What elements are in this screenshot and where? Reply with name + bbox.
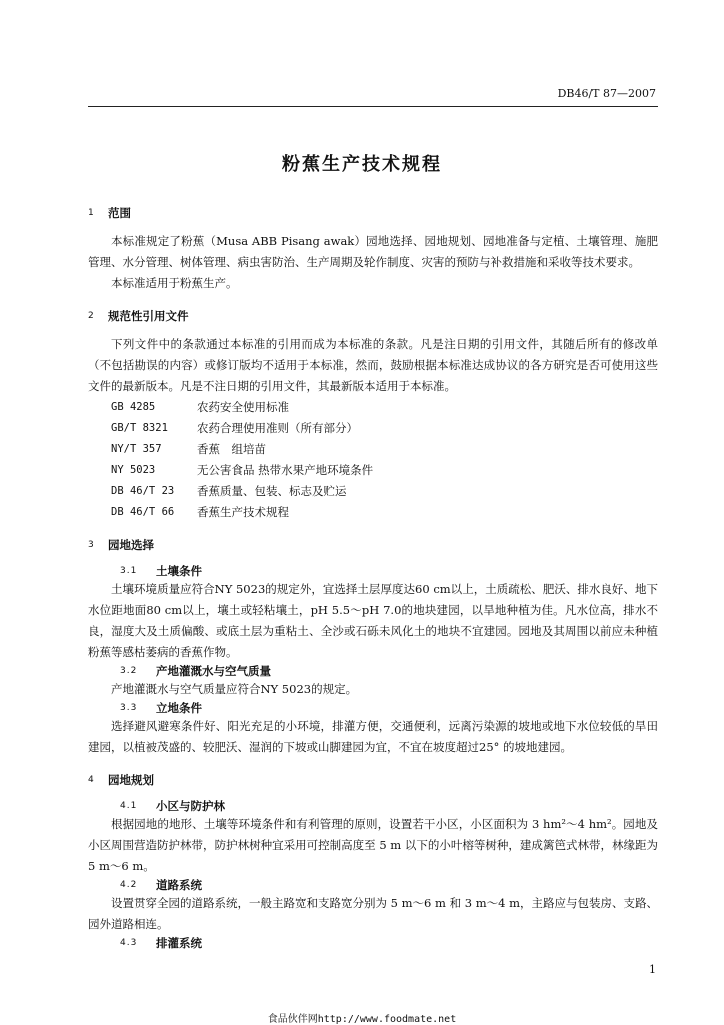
reference-code: DB 46/T 66 (111, 506, 175, 518)
reference-code: GB 4285 (111, 401, 156, 413)
reference-name: 香蕉生产技术规程 (197, 505, 289, 519)
section-heading (88, 772, 658, 788)
subsection-heading (88, 663, 658, 679)
subsection-number: 3.2 (120, 666, 138, 676)
reference-item (88, 502, 658, 523)
page-number: 1 (649, 963, 656, 976)
reference-code: NY 5023 (111, 464, 156, 476)
section-heading (88, 205, 658, 221)
section-heading (88, 308, 658, 324)
subsection-title: 立地条件 (156, 701, 202, 715)
reference-name: 农药合理使用准则（所有部分） (197, 421, 358, 435)
subsection-heading (88, 935, 658, 951)
subsection-number: 3.1 (120, 566, 138, 576)
paragraph: 下列文件中的条款通过本标准的引用而成为本标准的条款。凡是注日期的引用文件，其随后所有的修改单（不包括勘误的内容）或修订版均不适用于本标准，然而，鼓励根据本标准达成协议的各方研究是否可使用这些文件的最新版本。凡是不注日期的引用文件，其最新版本适用于本标准。 (88, 337, 658, 393)
subsection-heading (88, 563, 658, 579)
reference-name: 香蕉质量、包装、标志及贮运 (197, 484, 347, 498)
section-heading (88, 537, 658, 553)
paragraph: 本标准适用于粉蕉生产。 (111, 276, 238, 290)
subsection-heading (88, 700, 658, 716)
subsection-number: 3.3 (120, 703, 138, 713)
reference-item (88, 460, 658, 481)
paragraph: 根据园地的地形、土壤等环境条件和有利管理的原则，设置若干小区，小区面积为 3 hm²～4 hm²。园地及小区周围营造防护林带，防护林树种宜采用可控制高度至 5 m 以下的小叶榕等树种，建成篱笆式林带，林缘距为 5 m～6 m。 (88, 817, 658, 873)
reference-list (88, 397, 658, 523)
paragraph: 设置贯穿全园的道路系统，一般主路宽和支路宽分别为 5 m～6 m 和 3 m～4 m，主路应与包装房、支路、园外道路相连。 (88, 896, 658, 931)
subsection-heading (88, 877, 658, 893)
subsection-title: 小区与防护林 (156, 799, 225, 813)
subsection-number: 4.3 (120, 938, 138, 948)
section-title: 规范性引用文件 (108, 309, 189, 323)
section-number: 4 (88, 775, 94, 785)
document-title: 粉蕉生产技术规程 (282, 154, 442, 175)
document-body (88, 205, 658, 951)
subsection-heading (88, 798, 658, 814)
subsection-number: 4.1 (120, 801, 138, 811)
reference-item (88, 397, 658, 418)
section-title: 园地选择 (108, 538, 154, 552)
paragraph: 土壤环境质量应符合NY 5023的规定外，宜选择土层厚度达60 cm以上，土质疏松、肥沃、排水良好、地下水位距地面80 cm以上，壤土或轻粘壤土，pH 5.5～pH 7.0的地块建园，以旱地种植为佳。凡水位高，排水不良，湿度大及土质偏酸、或底土层为重粘土、全沙或石砾未风化土的地块不宜建园。园地及其周围以前应未种植粉蕉等感枯萎病的香蕉作物。 (88, 582, 658, 659)
subsection-number: 4.2 (120, 880, 138, 890)
reference-code: DB 46/T 23 (111, 485, 175, 497)
subsection-title: 排灌系统 (156, 936, 202, 950)
paragraph: 本标准规定了粉蕉（Musa ABB Pisang awak）园地选择、园地规划、园地准备与定植、土壤管理、施肥管理、水分管理、树体管理、病虫害防治、生产周期及轮作制度、灾害的预防与补救措施和采收等技术要求。 (88, 234, 658, 269)
reference-name: 香蕉 组培苗 (197, 442, 266, 456)
section-number: 3 (88, 540, 94, 550)
subsection-title: 产地灌溉水与空气质量 (156, 664, 271, 678)
paragraph: 选择避风避寒条件好、阳光充足的小环境，排灌方便，交通便利，远离污染源的坡地或地下水位较低的旱田建园，以植被茂盛的、较肥沃、湿润的下坡或山脚建园为宜，不宜在坡度超过25° 的坡地建园。 (88, 719, 658, 754)
section-number: 2 (88, 311, 94, 321)
reference-code: NY/T 357 (111, 443, 162, 455)
header-rule (88, 106, 658, 107)
footer-watermark: 食品伙伴网http://www.foodmate.net (267, 1014, 457, 1025)
reference-code: GB/T 8321 (111, 422, 168, 434)
reference-item (88, 418, 658, 439)
section-number: 1 (88, 208, 94, 218)
section-title: 范围 (108, 206, 131, 220)
section-title: 园地规划 (108, 773, 154, 787)
reference-name: 无公害食品 热带水果产地环境条件 (197, 463, 374, 477)
subsection-title: 土壤条件 (156, 564, 202, 578)
subsection-title: 道路系统 (156, 878, 202, 892)
reference-name: 农药安全使用标准 (197, 400, 289, 414)
paragraph: 产地灌溉水与空气质量应符合NY 5023的规定。 (111, 682, 358, 696)
reference-item (88, 439, 658, 460)
reference-item (88, 481, 658, 502)
standard-code: DB46/T 87—2007 (557, 87, 656, 100)
